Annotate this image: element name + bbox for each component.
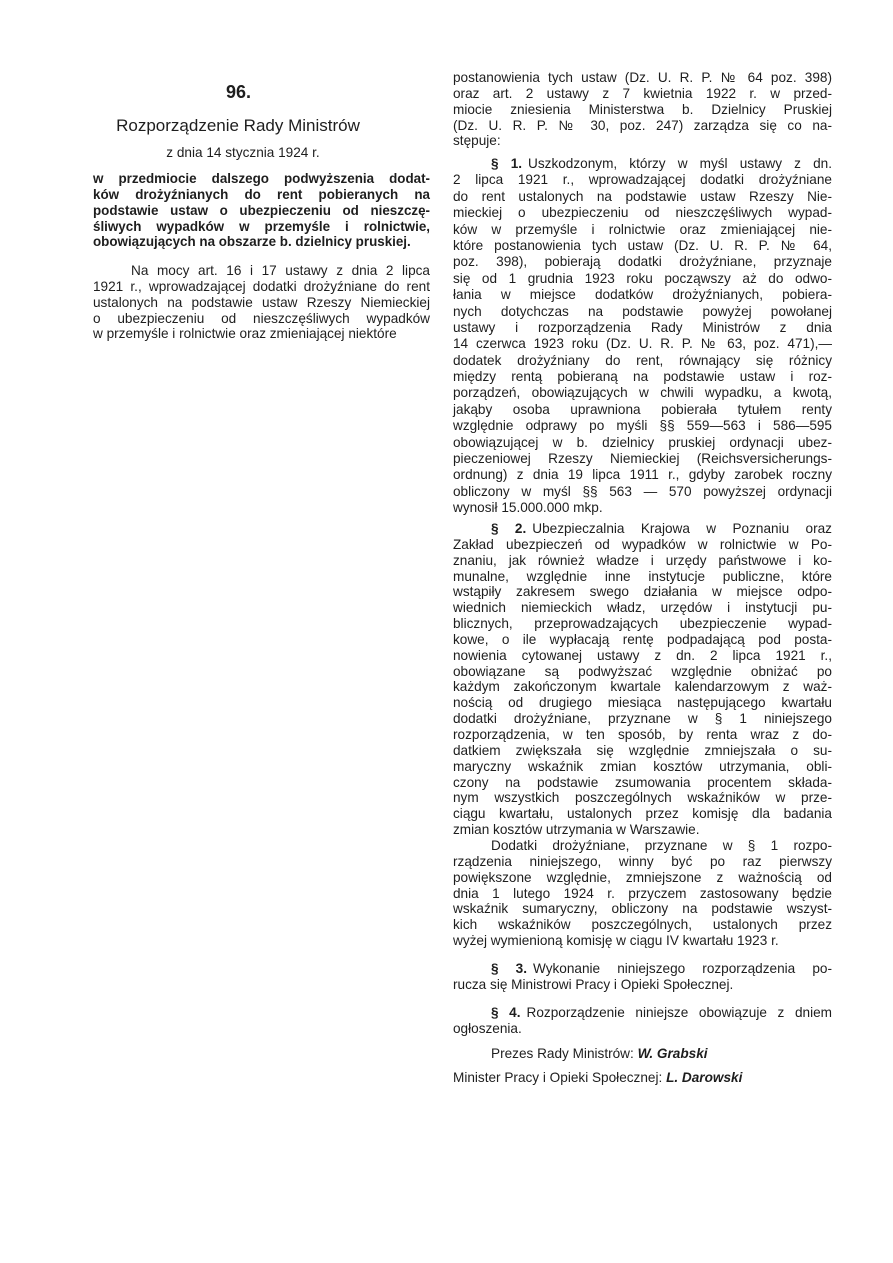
text-line: blicznych, przeprowadzających ubezpieczenie wypad-: [453, 616, 832, 632]
signature-label: Prezes Rady Ministrów:: [491, 1046, 634, 1061]
line-text: Ubezpieczalnia Krajowa w Poznaniu oraz: [532, 521, 832, 536]
text-line: maryczny wskaźnik zmian kosztów utrzymania, obli-: [453, 758, 832, 774]
text-line: śliwych wypadków w przemyśle i rolnictwie,: [93, 218, 430, 234]
text-line: do rent ustalonych na podstawie ustaw Rzeszy Nie-: [453, 188, 832, 204]
text-line: łania w miejsce dodatków drożyźnianych, pobiera-: [453, 287, 832, 303]
section-label: § 3.: [491, 961, 527, 976]
text-line: 1921 r., wprowadzającej dodatki drożyźniane do rent: [93, 278, 430, 294]
text-line: stępuje:: [453, 133, 501, 149]
text-line: [453, 1005, 832, 1021]
text-line: które postanowienia tych ustaw (Dz. U. R. P. № 64,: [453, 237, 832, 253]
line-text: Uszkodzonym, którzy w myśl ustawy z dn.: [528, 156, 832, 171]
section-label: § 4.: [491, 1005, 521, 1020]
signature-label: Minister Pracy i Opieki Społecznej:: [453, 1070, 663, 1085]
document-date: z dnia 14 stycznia 1924 r.: [166, 145, 320, 160]
text-line: się od 1 grudnia 1923 roku począwszy aż do odwo-: [453, 270, 832, 286]
text-line: w przedmiocie dalszego podwyższenia dodat-: [93, 171, 430, 186]
text-line: Dodatki drożyźniane, przyznane w § 1 rozpo-: [491, 838, 832, 853]
section-label: § 1.: [491, 156, 523, 171]
signature-labour-minister: [453, 1070, 742, 1085]
text-line: dodatek drożyźniany do rent, równający się różnicy: [453, 352, 832, 368]
text-line: wskaźnik sumaryczny, obliczony na podstawie wszyst-: [453, 901, 832, 917]
text-line: (Dz. U. R. P. № 30, poz. 247) zarządza się co na-: [453, 117, 832, 133]
text-line: każdym zakończonym kwartale kalendarzowym z waż-: [453, 679, 832, 695]
text-line: dodatki drożyźniane, przyznane w § 1 niniejszego: [453, 711, 832, 727]
text-line: wynosił 15.000.000 mkp.: [453, 500, 603, 516]
text-line: powiększone względnie, zmniejszone z ważnością od: [453, 869, 832, 885]
text-line: w przemyśle i rolnictwie oraz zmieniającej niektóre: [93, 326, 397, 342]
text-line: ciągu kwartału, ustalonych przez komisję dla badania: [453, 806, 832, 822]
text-line: miocie zniesienia Ministerstwa b. Dzielnicy Pruskiej: [453, 101, 832, 117]
signature-name: L. Darowski: [666, 1070, 743, 1085]
text-line: ków drożyźnianych do rent pobieranych na: [93, 186, 430, 202]
preamble-continued: [453, 70, 832, 149]
text-line: munalne, względnie inne instytucje publiczne, które: [453, 568, 832, 584]
text-line: nością od drugiego miesiąca następującego kwartału: [453, 695, 832, 711]
text-line: nowienia cytowanej ustawy z dn. 2 lipca 1921 r.,: [453, 647, 832, 663]
text-line: poz. 398), pobierają dodatki drożyźniane, przyznaje: [453, 254, 832, 270]
text-line: obliczony w myśl §§ 563 — 570 powyższej ordynacji: [453, 483, 832, 499]
signature-name: W. Grabski: [637, 1046, 708, 1061]
text-line: kowe, o ile wypłacają rentę podpadającą pod posta-: [453, 631, 832, 647]
line-text: Wykonanie niniejszego rozporządzenia po-: [532, 961, 832, 976]
text-line: Na mocy art. 16 i 17 ustawy z dnia 2 lipca: [131, 263, 430, 278]
text-line: kich wskaźników poszczególnych, ustalonych przez: [453, 917, 832, 933]
text-line: czony na podstawie zsumowania procentem składa-: [453, 774, 832, 790]
text-line: ustalonych na podstawie ustaw Rzeszy Niemieckiej: [93, 294, 430, 310]
line-text: Rozporządzenie niniejsze obowiązuje z dniem: [526, 1005, 832, 1020]
text-line: 2 lipca 1921 r., wprowadzającej dodatki drożyźniane: [453, 172, 832, 188]
text-line: jakąby osoba uprawniona pobierała tytułem renty: [453, 401, 832, 417]
text-line: porządzeń, obowiązujących w chwili wypadku, a kwotą,: [453, 385, 832, 401]
text-line: [453, 521, 832, 537]
text-line: rozporządzenia, w ten sposób, by renta wraz z do-: [453, 726, 832, 742]
text-line: ogłoszenia.: [453, 1020, 522, 1036]
paragraph-4: [453, 1005, 832, 1037]
document-number: 96.: [226, 82, 252, 102]
text-line: względnie odprawy po myśli §§ 559—563 i 586—595: [453, 418, 832, 434]
text-line: [453, 156, 832, 172]
text-line: ordnung) z dnia 19 lipca 1911 r., gdyby zarobek roczny: [453, 467, 832, 483]
text-line: nych dotychczas na podstawie powyżej powołanej: [453, 303, 832, 319]
text-line: obowiązujących na obszarze b. dzielnicy pruskiej.: [93, 234, 411, 250]
paragraph-3: [453, 961, 832, 993]
text-line: wstąpiły zakresem swego działania w miejsce odpo-: [453, 584, 832, 600]
signature-prime-minister: [491, 1046, 708, 1061]
text-line: wiednich niemieckich władz, urzędów i instytucji pu-: [453, 600, 832, 616]
text-line: wyżej wymienioną komisję w ciągu IV kwartału 1923 r.: [453, 933, 779, 949]
text-line: obowiązane są podwyższać względnie obniżać po: [453, 663, 832, 679]
text-line: [453, 961, 832, 977]
document-title: Rozporządzenie Rady Ministrów: [116, 116, 360, 135]
text-line: mieckiej o ubezpieczeniu od nieszczęśliwych wypad-: [453, 205, 832, 221]
text-line: dnia 1 lutego 1924 r. przyczem zastosowany będzie: [453, 885, 832, 901]
paragraph-2-continued: [453, 838, 832, 949]
paragraph-2: [453, 521, 832, 838]
text-line: nym wszystkich poszczególnych wskaźników w prze-: [453, 790, 832, 806]
text-line: ków w przemyśle i rolnictwie oraz zmieniającej nie-: [453, 221, 832, 237]
text-line: zmian kosztów utrzymania w Warszawie.: [453, 822, 700, 838]
section-label: § 2.: [491, 521, 527, 536]
text-line: rucza się Ministrowi Pracy i Opieki Społecznej.: [453, 976, 734, 992]
text-line: datkiem zwiększała się względnie zmniejszała o su-: [453, 742, 832, 758]
paragraph-1: [453, 156, 832, 517]
subject-heading: [93, 171, 430, 250]
text-line: między rentą pobieraną na podstawie ustaw i roz-: [453, 369, 832, 385]
text-line: Zakład ubezpieczeń od wypadków w rolnictwie w Po-: [453, 536, 832, 552]
preamble: [93, 263, 430, 342]
text-line: pieczeniowej Rzeszy Niemieckiej (Reichsversicherungs-: [453, 451, 832, 467]
text-line: obowiązującej w b. dzielnicy pruskiej ordynacji ubez-: [453, 434, 832, 450]
text-line: oraz art. 2 ustawy z 7 kwietnia 1922 r. w przed-: [453, 85, 832, 101]
text-line: 14 czerwca 1923 roku (Dz. U. R. P. № 63, poz. 471),—: [453, 336, 832, 352]
text-line: podstawie ustaw o ubezpieczeniu od nieszczę-: [93, 202, 430, 218]
text-line: ustawy i rozporządzenia Rady Ministrów z dnia: [453, 319, 832, 335]
text-line: o ubezpieczeniu od nieszczęśliwych wypadków: [93, 310, 430, 326]
text-line: postanowienia tych ustaw (Dz. U. R. P. № 64 poz. 398): [453, 70, 832, 85]
text-line: rządzenia niniejszego, winny być po raz pierwszy: [453, 853, 832, 869]
text-line: znaniu, jak również władze i urzędy państwowe i ko-: [453, 552, 832, 568]
